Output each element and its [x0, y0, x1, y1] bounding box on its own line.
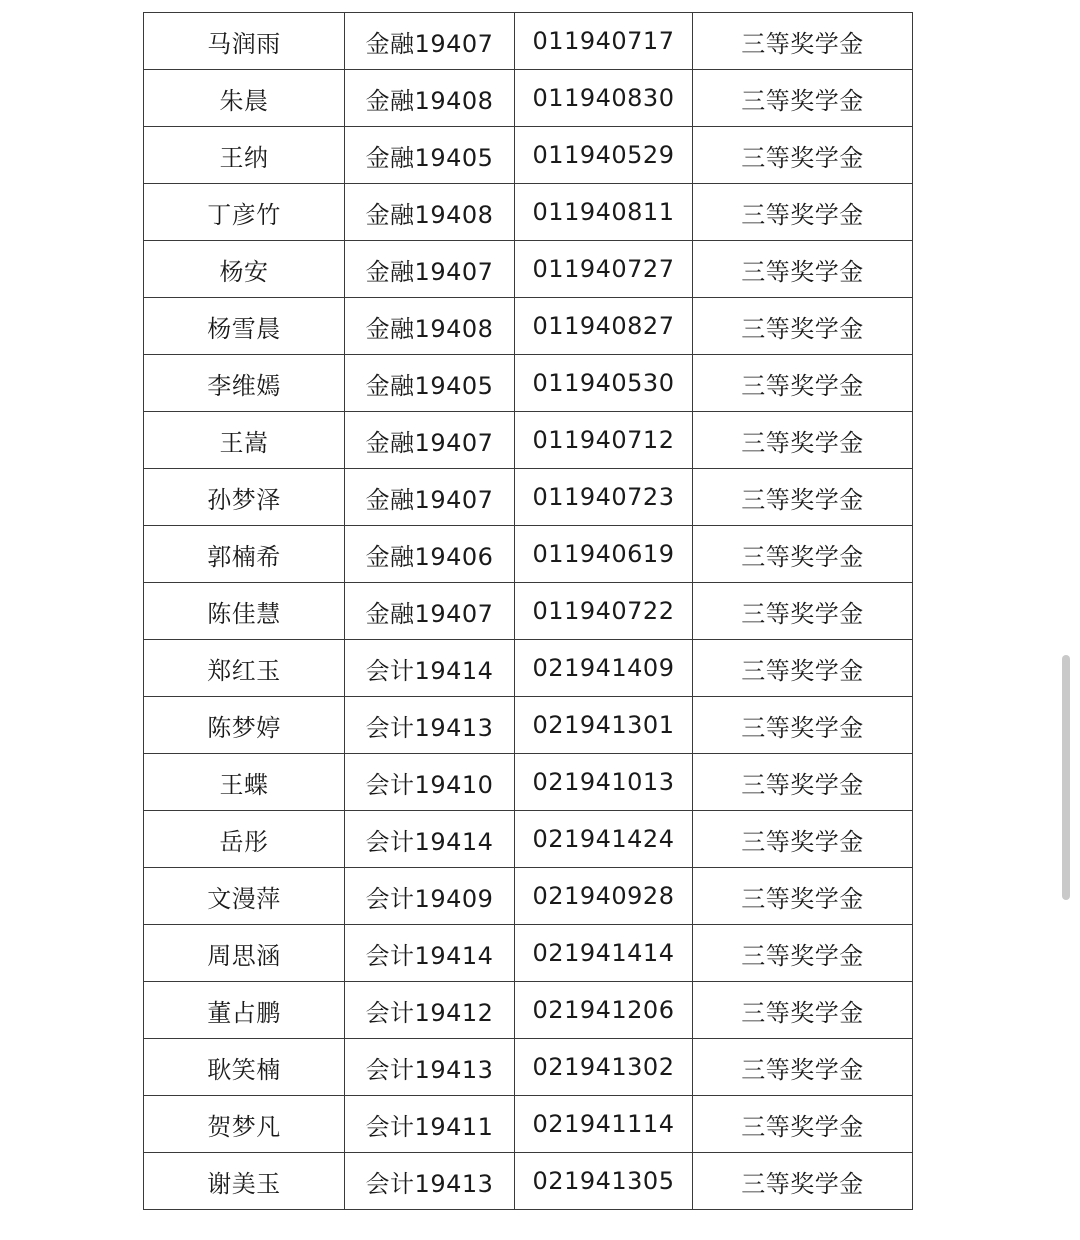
student-id-cell: 021941013 [515, 754, 693, 811]
student-id-cell: 021941302 [515, 1039, 693, 1096]
class-cell: 会计19413 [345, 1039, 515, 1096]
table-body [144, 13, 913, 1210]
class-cell: 金融19405 [345, 355, 515, 412]
student-name-cell: 李维嫣 [144, 355, 345, 412]
class-cell: 金融19406 [345, 526, 515, 583]
table-row [144, 355, 913, 412]
class-cell: 金融19407 [345, 583, 515, 640]
class-cell: 金融19408 [345, 70, 515, 127]
award-cell: 三等奖学金 [693, 13, 913, 70]
student-name-cell: 丁彦竹 [144, 184, 345, 241]
class-cell: 会计19413 [345, 697, 515, 754]
table-row [144, 1096, 913, 1153]
student-id-cell: 011940530 [515, 355, 693, 412]
student-name-cell: 岳彤 [144, 811, 345, 868]
award-cell: 三等奖学金 [693, 70, 913, 127]
table-row [144, 412, 913, 469]
student-id-cell: 011940529 [515, 127, 693, 184]
student-name-cell: 周思涵 [144, 925, 345, 982]
class-cell: 金融19407 [345, 13, 515, 70]
award-cell: 三等奖学金 [693, 1039, 913, 1096]
student-name-cell: 文漫萍 [144, 868, 345, 925]
award-cell: 三等奖学金 [693, 127, 913, 184]
student-id-cell: 021941114 [515, 1096, 693, 1153]
table-row [144, 241, 913, 298]
table-row [144, 982, 913, 1039]
student-name-cell: 谢美玉 [144, 1153, 345, 1210]
class-cell: 金融19408 [345, 184, 515, 241]
student-id-cell: 021941414 [515, 925, 693, 982]
class-cell: 会计19409 [345, 868, 515, 925]
table-row [144, 298, 913, 355]
student-name-cell: 陈梦婷 [144, 697, 345, 754]
student-id-cell: 011940811 [515, 184, 693, 241]
table-row [144, 13, 913, 70]
award-cell: 三等奖学金 [693, 1096, 913, 1153]
table-row [144, 583, 913, 640]
award-cell: 三等奖学金 [693, 412, 913, 469]
student-name-cell: 郑红玉 [144, 640, 345, 697]
class-cell: 会计19411 [345, 1096, 515, 1153]
student-id-cell: 021941301 [515, 697, 693, 754]
class-cell: 金融19408 [345, 298, 515, 355]
student-id-cell: 011940619 [515, 526, 693, 583]
class-cell: 会计19414 [345, 925, 515, 982]
student-name-cell: 郭楠希 [144, 526, 345, 583]
table-row [144, 925, 913, 982]
table-row [144, 754, 913, 811]
award-cell: 三等奖学金 [693, 469, 913, 526]
table-row [144, 70, 913, 127]
class-cell: 会计19410 [345, 754, 515, 811]
award-cell: 三等奖学金 [693, 982, 913, 1039]
student-name-cell: 马润雨 [144, 13, 345, 70]
student-id-cell: 011940722 [515, 583, 693, 640]
student-id-cell: 011940727 [515, 241, 693, 298]
award-cell: 三等奖学金 [693, 811, 913, 868]
class-cell: 金融19405 [345, 127, 515, 184]
table-row [144, 526, 913, 583]
scholarship-table-container [143, 12, 913, 1210]
student-name-cell: 杨雪晨 [144, 298, 345, 355]
student-name-cell: 陈佳慧 [144, 583, 345, 640]
award-cell: 三等奖学金 [693, 754, 913, 811]
award-cell: 三等奖学金 [693, 925, 913, 982]
class-cell: 会计19412 [345, 982, 515, 1039]
award-cell: 三等奖学金 [693, 526, 913, 583]
scholarship-table [143, 12, 913, 1210]
class-cell: 会计19414 [345, 640, 515, 697]
award-cell: 三等奖学金 [693, 697, 913, 754]
class-cell: 金融19407 [345, 412, 515, 469]
award-cell: 三等奖学金 [693, 583, 913, 640]
table-row [144, 469, 913, 526]
award-cell: 三等奖学金 [693, 355, 913, 412]
award-cell: 三等奖学金 [693, 241, 913, 298]
vertical-scrollbar[interactable] [1062, 655, 1070, 900]
student-name-cell: 孙梦泽 [144, 469, 345, 526]
award-cell: 三等奖学金 [693, 298, 913, 355]
student-id-cell: 021941424 [515, 811, 693, 868]
student-id-cell: 011940723 [515, 469, 693, 526]
student-name-cell: 王纳 [144, 127, 345, 184]
student-id-cell: 021941305 [515, 1153, 693, 1210]
student-name-cell: 王蝶 [144, 754, 345, 811]
class-cell: 会计19414 [345, 811, 515, 868]
student-name-cell: 朱晨 [144, 70, 345, 127]
student-name-cell: 王嵩 [144, 412, 345, 469]
table-row [144, 127, 913, 184]
table-row [144, 184, 913, 241]
class-cell: 会计19413 [345, 1153, 515, 1210]
award-cell: 三等奖学金 [693, 868, 913, 925]
award-cell: 三等奖学金 [693, 184, 913, 241]
table-row [144, 811, 913, 868]
student-name-cell: 杨安 [144, 241, 345, 298]
table-row [144, 868, 913, 925]
class-cell: 金融19407 [345, 241, 515, 298]
student-id-cell: 021940928 [515, 868, 693, 925]
student-id-cell: 011940717 [515, 13, 693, 70]
table-row [144, 1153, 913, 1210]
student-name-cell: 贺梦凡 [144, 1096, 345, 1153]
student-id-cell: 011940830 [515, 70, 693, 127]
student-id-cell: 011940827 [515, 298, 693, 355]
award-cell: 三等奖学金 [693, 1153, 913, 1210]
table-row [144, 1039, 913, 1096]
student-name-cell: 耿笑楠 [144, 1039, 345, 1096]
table-row [144, 640, 913, 697]
student-id-cell: 021941409 [515, 640, 693, 697]
award-cell: 三等奖学金 [693, 640, 913, 697]
class-cell: 金融19407 [345, 469, 515, 526]
table-row [144, 697, 913, 754]
student-name-cell: 董占鹏 [144, 982, 345, 1039]
student-id-cell: 021941206 [515, 982, 693, 1039]
student-id-cell: 011940712 [515, 412, 693, 469]
